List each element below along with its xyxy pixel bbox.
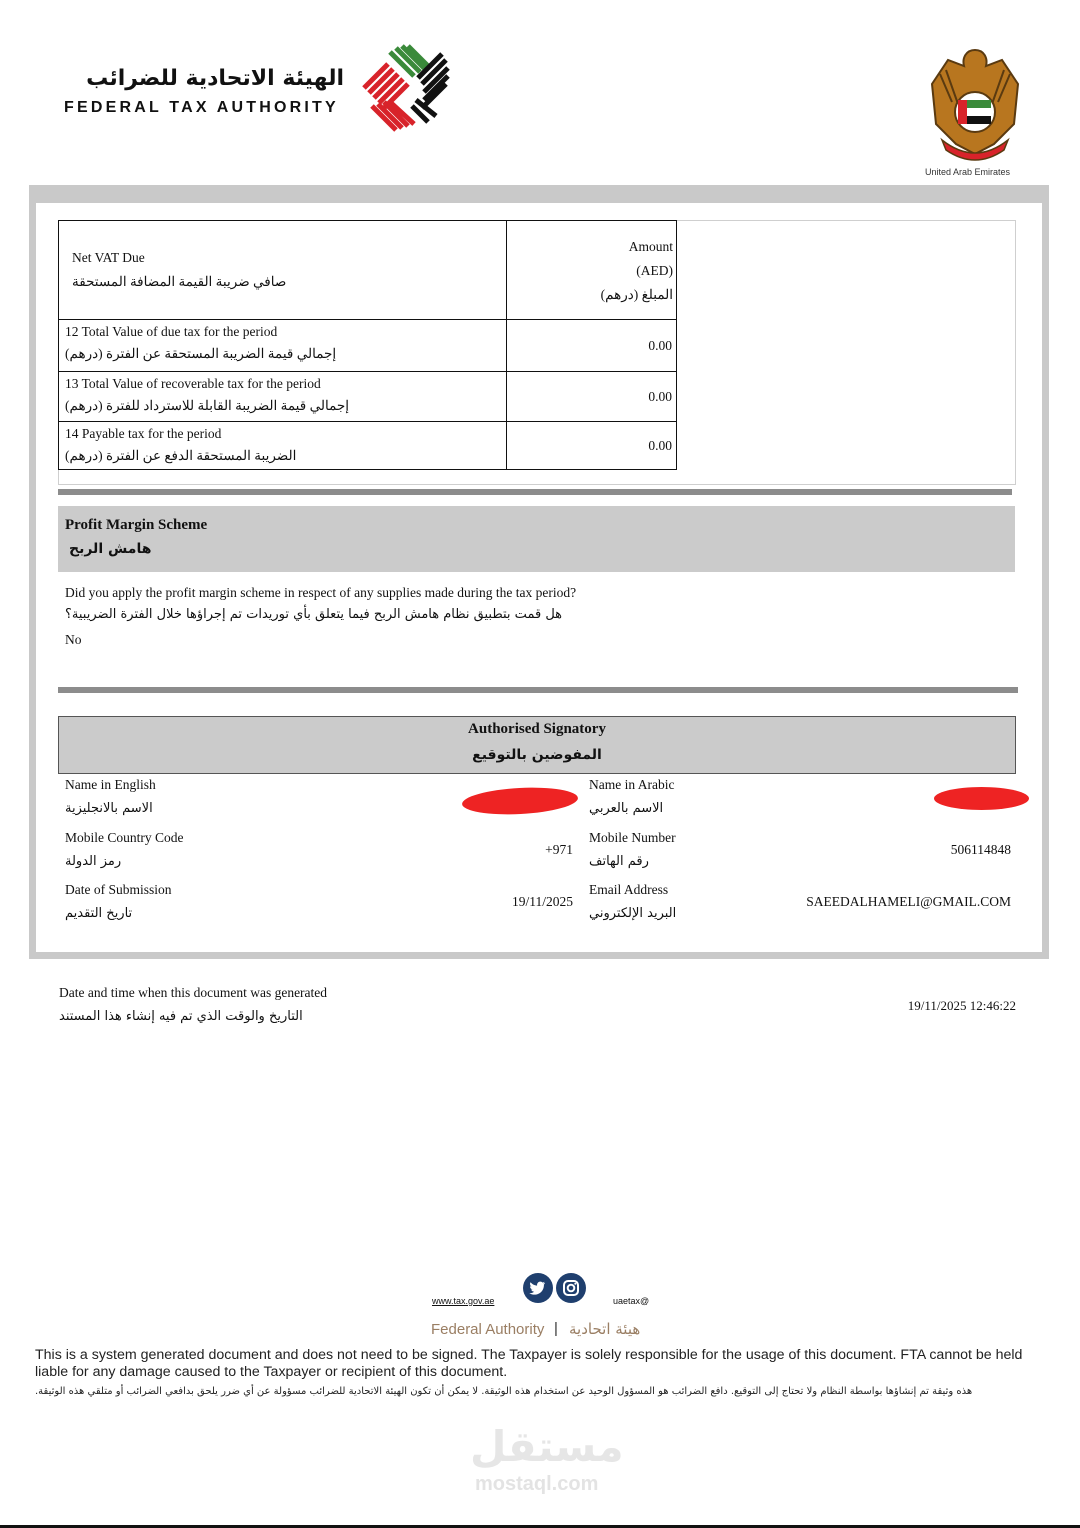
twitter-icon[interactable] (523, 1273, 553, 1303)
row14-value: 0.00 (507, 422, 677, 470)
submission-date-label: Date of Submission (65, 882, 172, 897)
watermark-ar: مستقل (470, 1422, 624, 1471)
name-arabic-label: Name in Arabic (589, 777, 675, 792)
row13-label (59, 372, 507, 422)
email-label-ar: البريد الإلكتروني (589, 906, 677, 921)
twitter-glyph (523, 1273, 553, 1303)
uae-caption: United Arab Emirates (925, 167, 1011, 177)
profit-margin-header-bar (58, 506, 1015, 572)
amount-header-line3: المبلغ (درهم) (600, 287, 673, 302)
disclaimer-en: This is a system generated document and does not need to be signed. The Taxpayer is solely responsible for the usage of this document. FTA cannot be held liable for any damage caused to the Taxpayer or recipient of this document. (35, 1347, 1023, 1380)
row12-value: 0.00 (507, 320, 677, 372)
row12-label-ar: إجمالي قيمة الضريبة المستحقة عن الفترة (درهم) (65, 346, 337, 361)
watermark-en: mostaql.com (475, 1473, 599, 1495)
submission-date-value: 19/11/2025 (511, 894, 573, 909)
profit-margin-question: Did you apply the profit margin scheme in respect of any supplies made during the tax period? (65, 585, 577, 600)
disclaimer-ar: هذه وثيقة تم إنشاؤها بواسطة النظام ولا تحتاج إلى التوقيع. دافع الضرائب هو المسؤول الوحيد عن استخدام هذه الوثيقة. لا يمكن أن تكون الهيئة الاتحادية للضرائب مسؤولة عن أي ضرر يلحق بدافعي الضرائب أو متلقي هذه الوثيقة. (35, 1386, 973, 1397)
amount-header-line1: Amount (628, 239, 673, 254)
profit-margin-answer: No (65, 632, 82, 647)
net-vat-table (58, 220, 677, 470)
vat-heading-ar: صافي ضريبة القيمة المضافة المستحقة (72, 274, 287, 289)
name-english-label-ar: الاسم بالانجليزية (65, 801, 153, 816)
row14-label (59, 422, 507, 470)
row13-label-en: 13 Total Value of recoverable tax for the period (65, 376, 321, 391)
row12-label (59, 320, 507, 372)
row14-label-ar: الضريبة المستحقة الدفع عن الفترة (درهم) (65, 448, 297, 463)
instagram-glyph (556, 1273, 586, 1303)
signatory-title: Authorised Signatory (468, 721, 606, 737)
signatory-title-ar: المفوضين بالتوقيع (472, 747, 602, 763)
profit-margin-title: Profit Margin Scheme (65, 517, 208, 533)
generated-label: Date and time when this document was generated (59, 985, 328, 1000)
website-link[interactable]: www.tax.gov.ae (432, 1296, 495, 1306)
redacted-name-arabic (934, 787, 1029, 810)
profit-margin-question-ar: هل قمت بتطبيق نظام هامش الربح فيما يتعلق بأي توريدات تم إجراؤها خلال الفترة الضريبية؟ (65, 607, 563, 622)
amount-header-line2: (AED) (636, 263, 673, 278)
row13-label-ar: إجمالي قيمة الضريبة القابلة للاسترداد للفترة (درهم) (65, 398, 349, 413)
email-label: Email Address (589, 882, 669, 897)
federal-separator: | (554, 1320, 558, 1337)
row13-value: 0.00 (507, 372, 677, 422)
mobile-code-label: Mobile Country Code (65, 830, 184, 845)
row14-label-en: 14 Payable tax for the period (65, 426, 222, 441)
mobile-code-value: +971 (545, 842, 573, 857)
uae-emblem-icon (928, 44, 1022, 164)
table-row (59, 422, 677, 470)
fta-name-arabic: الهيئة الاتحادية للضرائب (86, 66, 344, 91)
mobile-number-value: 506114848 (950, 842, 1011, 857)
amount-header-cell (507, 221, 677, 320)
table-row (59, 320, 677, 372)
name-arabic-label-ar: الاسم بالعربي (589, 801, 664, 816)
row12-label-en: 12 Total Value of due tax for the period (65, 324, 278, 339)
fta-name-english: FEDERAL TAX AUTHORITY (64, 99, 339, 116)
name-english-label: Name in English (65, 777, 156, 792)
vat-heading-en: Net VAT Due (72, 250, 145, 265)
vat-header-row (59, 221, 677, 320)
mobile-number-label-ar: رقم الهاتف (589, 854, 649, 869)
section-divider (58, 489, 1012, 495)
mobile-code-label-ar: رمز الدولة (65, 854, 122, 869)
profit-margin-title-ar: هامش الربح (69, 541, 152, 557)
submission-date-label-ar: تاريخ التقديم (65, 906, 133, 921)
section-divider (58, 687, 1018, 693)
email-value: SAEEDALHAMELI@GMAIL.COM (806, 894, 1011, 909)
fta-logo-icon (352, 44, 452, 140)
generated-label-ar: التاريخ والوقت الذي تم فيه إنشاء هذا المستند (59, 1009, 303, 1024)
mobile-number-label: Mobile Number (589, 830, 676, 845)
federal-authority-en: Federal Authority (431, 1321, 545, 1338)
federal-authority-ar: هيئة اتحادية (569, 1320, 641, 1338)
instagram-icon[interactable] (556, 1273, 586, 1303)
generated-timestamp: 19/11/2025 12:46:22 (907, 998, 1016, 1013)
vat-heading-cell (59, 221, 507, 320)
table-row (59, 372, 677, 422)
social-handle[interactable]: uaetax@ (613, 1296, 650, 1306)
